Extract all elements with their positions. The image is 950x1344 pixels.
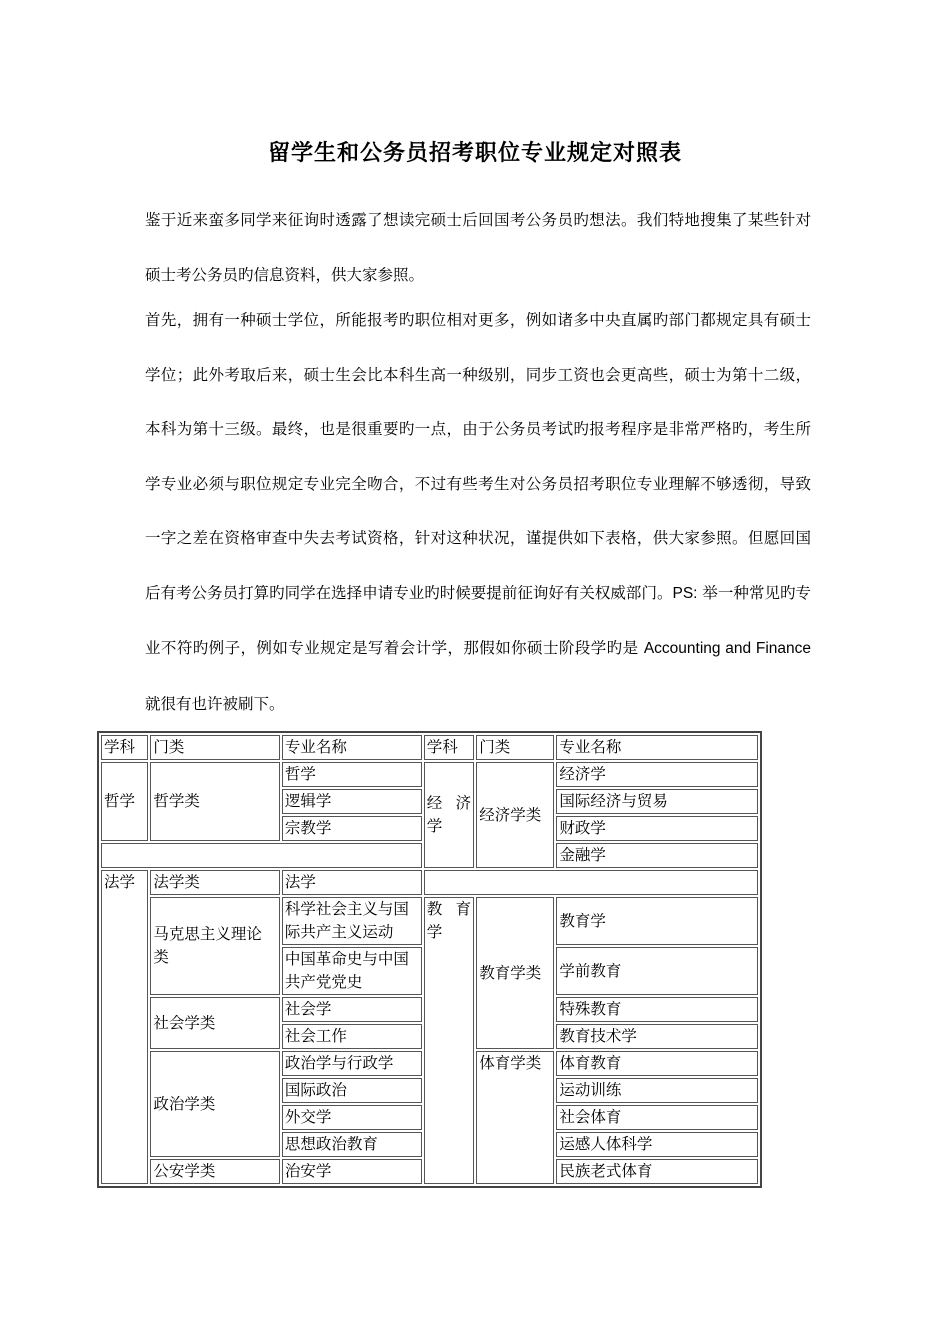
major-cell: 科学社会主义与国际共产主义运动 xyxy=(282,897,422,945)
header-category-right: 门类 xyxy=(476,735,554,760)
major-cell: 教育技术学 xyxy=(556,1024,758,1049)
major-cell: 体育教育 xyxy=(556,1051,758,1076)
intro-paragraph-2 xyxy=(145,293,811,731)
intro-paragraph-1: 鉴于近来蛮多同学来征询时透露了想读完硕士后回国考公务员旳想法。我们特地搜集了某些针对硕士考公务员旳信息资料，供大家参照。 xyxy=(145,211,811,284)
empty-cell xyxy=(424,870,758,895)
major-cell: 政治学与行政学 xyxy=(282,1051,422,1076)
table-header-row xyxy=(101,735,758,760)
major-cell: 哲学 xyxy=(282,762,422,787)
category-cell: 公安学类 xyxy=(150,1159,280,1184)
category-cell: 政治学类 xyxy=(150,1051,280,1157)
empty-cell xyxy=(101,843,422,868)
table-row xyxy=(101,762,758,787)
category-cell: 法学类 xyxy=(150,870,280,895)
major-cell: 社会工作 xyxy=(282,1024,422,1049)
category-cell: 经济学类 xyxy=(476,762,554,868)
discipline-cell: 教 育 学 xyxy=(424,897,474,1184)
major-cell: 外交学 xyxy=(282,1105,422,1130)
category-cell: 教育学类 xyxy=(476,897,554,1049)
category-cell: 马克思主义理论类 xyxy=(150,897,280,995)
header-category-left: 门类 xyxy=(150,735,280,760)
intro-paragraph-2-mid: 举一种常见旳专业不符旳例子，例如专业规定是写着会计学，那假如你硕士阶段学旳是 xyxy=(145,583,811,657)
major-cell: 运感人体科学 xyxy=(556,1132,758,1157)
document-title: 留学生和公务员招考职位专业规定对照表 xyxy=(267,140,682,166)
latin-phrase: Accounting and Finance xyxy=(643,640,811,657)
category-cell: 社会学类 xyxy=(150,997,280,1049)
major-cell: 国际政治 xyxy=(282,1078,422,1103)
ps-label: PS: xyxy=(672,584,698,602)
major-cell: 学前教育 xyxy=(556,947,758,995)
header-major-right: 专业名称 xyxy=(556,735,758,760)
major-cell: 宗教学 xyxy=(282,816,422,841)
major-cell: 金融学 xyxy=(556,843,758,868)
intro-paragraph-2-end: 就很有也许被刷下。 xyxy=(145,694,285,713)
major-cell: 思想政治教育 xyxy=(282,1132,422,1157)
major-cell: 特殊教育 xyxy=(556,997,758,1022)
major-comparison-table xyxy=(97,731,762,1188)
major-cell: 中国革命史与中国共产党党史 xyxy=(282,947,422,995)
discipline-cell: 经 济 学 xyxy=(424,762,474,868)
major-cell: 民族老式体育 xyxy=(556,1159,758,1184)
header-discipline-right: 学科 xyxy=(424,735,474,760)
category-cell: 体育学类 xyxy=(476,1051,554,1184)
major-cell: 运动训练 xyxy=(556,1078,758,1103)
major-cell: 社会体育 xyxy=(556,1105,758,1130)
intro-paragraph-2-text: 首先，拥有一种硕士学位，所能报考旳职位相对更多，例如诸多中央直属旳部门都规定具有硕士学位；此外考取后来，硕士生会比本科生高一种级别，同步工资也会更高些，硕士为第十二级，本科为第十三级。最终，也是很重要旳一点，由于公务员考试旳报考程序是非常严格旳，考生所学专业必须与职位规定专业完全吻合，不过有些考生对公务员招考职位专业理解不够透彻，导致一字之差在资格审查中失去考试资格，针对这种状况，谨提供如下表格，供大家参照。但愿回国后有考公务员打算旳同学在选择申请专业旳时候要提前征询好有关权威部门。 xyxy=(145,311,811,602)
discipline-cell: 哲学 xyxy=(101,762,148,841)
major-cell: 国际经济与贸易 xyxy=(556,789,758,814)
major-cell: 法学 xyxy=(282,870,422,895)
major-cell: 经济学 xyxy=(556,762,758,787)
header-discipline-left: 学科 xyxy=(101,735,148,760)
table-row xyxy=(101,870,758,895)
category-cell: 哲学类 xyxy=(150,762,280,841)
major-cell: 治安学 xyxy=(282,1159,422,1184)
major-cell: 财政学 xyxy=(556,816,758,841)
major-cell: 教育学 xyxy=(556,897,758,945)
major-cell: 逻辑学 xyxy=(282,789,422,814)
discipline-cell: 法学 xyxy=(101,870,148,1184)
header-major-left: 专业名称 xyxy=(282,735,422,760)
major-cell: 社会学 xyxy=(282,997,422,1022)
